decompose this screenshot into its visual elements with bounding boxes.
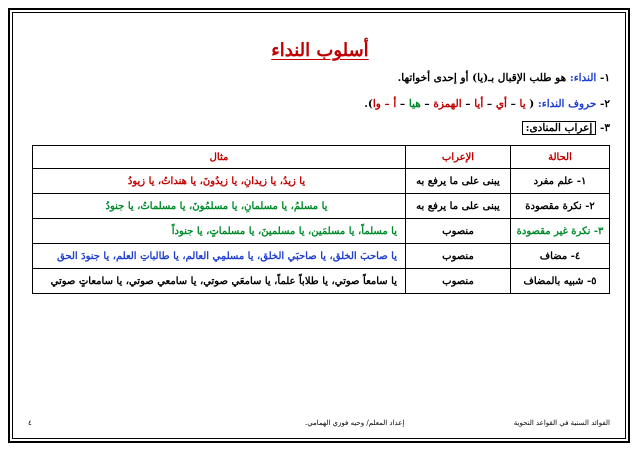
- irab-cell: منصوب: [406, 269, 511, 294]
- table-row: [33, 219, 610, 244]
- vocative-table: [32, 145, 610, 294]
- header-example: مثال: [33, 146, 406, 169]
- irab-heading: ٣- إعراب المنادى:: [522, 122, 610, 134]
- particle: أ – وا: [372, 98, 397, 110]
- particle: أيا: [474, 98, 484, 110]
- example-cell: يا مسلمُ، يا مسلمانِ، يا مسلمُونَ، يا مسلماتُ، يا جنودُ: [33, 194, 406, 219]
- definition-line: ١- النداء: هو طلب الإقبال بـ(يا) أو إحدى أخواتها.: [397, 72, 610, 84]
- state-cell: ٣- نكرة غير مقصودة: [511, 219, 610, 244]
- state-cell: ٤- مضاف: [511, 244, 610, 269]
- table-row: [33, 169, 610, 194]
- state-cell: ١- علم مفرد: [511, 169, 610, 194]
- table-row: [33, 269, 610, 294]
- footer-author: إعداد المعلم/ وحيه فوزي الهمامي.: [305, 419, 405, 427]
- header-state: الحالة: [511, 146, 610, 169]
- vocative-particles-line: ٢- حروف النداء: ( يا – أي – أيا – الهمزة – هيا – أ – وا).: [364, 98, 610, 110]
- particle: أي: [495, 98, 507, 110]
- footer-page-number: ٤: [28, 419, 32, 427]
- page-title: أسلوب النداء: [271, 40, 369, 61]
- footer-book-title: الفوائد السنية في القواعد النحوية: [513, 419, 610, 427]
- example-cell: يا زيدُ، يا زيدانِ، يا زيدُونَ، يا هنداتُ، يا زيودُ: [33, 169, 406, 194]
- example-cell: يا سامعاً صوتي، يا طلاباً علماً، يا سامعَي صوتي، يا سامعي صوتي، يا سامعاتٍ صوتي: [33, 269, 406, 294]
- particle: هيا: [408, 98, 421, 110]
- example-cell: يا مسلماً، يا مسلمَين، يا مسلمينَ، يا مسلماتٍ، يا جنوداً: [33, 219, 406, 244]
- irab-cell: منصوب: [406, 219, 511, 244]
- example-cell: يا صاحبَ الخلق، يا صاحبَي الخلق، يا مسلمِي العالم، يا طالباتِ العلم، يا جنودَ الحق: [33, 244, 406, 269]
- state-cell: ٢- نكرة مقصودة: [511, 194, 610, 219]
- table-header-row: [33, 146, 610, 169]
- irab-cell: يبنى على ما يرفع به: [406, 194, 511, 219]
- irab-cell: منصوب: [406, 244, 511, 269]
- table-row: [33, 244, 610, 269]
- irab-cell: يبنى على ما يرفع به: [406, 169, 511, 194]
- particle: الهمزة: [433, 98, 462, 110]
- table-row: [33, 194, 610, 219]
- header-irab: الإعراب: [406, 146, 511, 169]
- particle: يا: [519, 98, 526, 110]
- definition-term: النداء:: [569, 72, 597, 84]
- state-cell: ٥- شبيه بالمضاف: [511, 269, 610, 294]
